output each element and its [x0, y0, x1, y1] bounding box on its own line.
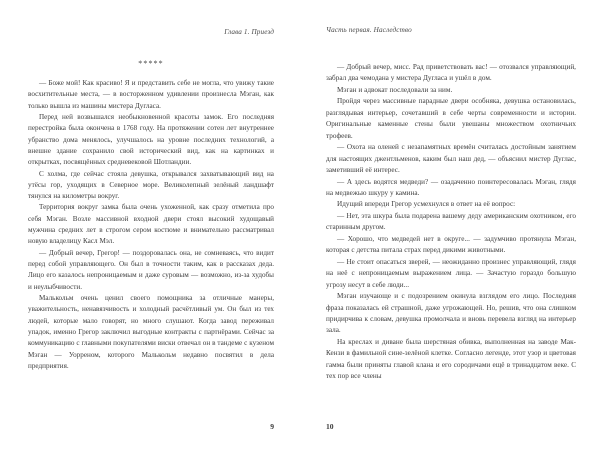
paragraph: Малькольм очень ценил своего помощника за отличные манеры, уважительность, ненавязчивость и холодный расчётливый ум. Он был из тех людей, которые мало говорят, но много слушают. Когда завод переживал упадок, именно Грегор заключил выгодные контракты с партнёрами. Сейчас за коммуникацию с главными покупателями виски отвечал он в тандеме с кузеном Мэган — Уорреном, которого Малькольм недавно посвятил в дела предприятия. [28, 293, 274, 370]
left-page-running-head: Глава 1. Приезд [224, 28, 274, 36]
paragraph: — Не стоит опасаться зверей, — неожиданно произнес управляющий, глядя на неё с непроницаемым выражением лица. — Зачастую гораздо большую угрозу несут в себе люди... [326, 257, 576, 289]
paragraph: Мэган изучающе и с подозрением окинула взглядом его лицо. Последняя фраза показалась ей страшной, даже угрожающей. Но, решив, что она слишком придирчива к словам, девушка промолчала и вновь перевела взгляд на интерьер зала. [326, 292, 576, 335]
paragraph: — А здесь водятся медведи? — озадаченно поинтересовалась Мэган, глядя на медвежью шкуру у камина. [326, 177, 576, 197]
paragraph: Идущий впереди Грегор усмехнулся в ответ на её вопрос: [337, 200, 516, 209]
right-page-running-head: Часть первая. Наследство [326, 26, 412, 34]
paragraph: — Добрый вечер, мисс. Рад приветствовать вас! — отозвался управляющий, забрал два чемодана у мистера Дугласа и ушёл в дом. [326, 63, 576, 83]
paragraph: — Нет, эта шкура была подарена вашему деду американским охотником, его старинным другом. [326, 211, 576, 232]
paragraph: Территория вокруг замка была очень ухоженной, как сразу отметила про себя Мэган. Возле массивной входной двери стоял высокий худощавый мужчина средних лет в строгом сером костюме и внимательно рассматривал новую владелицу Касл Мэл. [28, 203, 274, 246]
paragraph: — Хорошо, что медведей нет в округе... — задумчиво протянула Мэган, которая с детства питала страх перед дикими животными. [326, 234, 576, 255]
paragraph: Перед ней возвышался необыкновенной красоты замок. Его последняя перестройка была окончена в 1768 году. На протяжении сотен лет внутреннее убранство дома менялось, улучшалось на уровне последних технологий, а внешне здание сохранило свой исторический вид, как на картинках и открытках, посвящённых средневековой Шотландии. [28, 112, 274, 167]
left-page-body [28, 78, 274, 372]
paragraph: Пройдя через массивные парадные двери особняка, девушка остановилась, разглядывая интерьер, сочетавший в себе черты современности и истории. Оригинальные каменные стены были увешаны множеством охотничьих трофеев. [326, 97, 576, 140]
paragraph: — Добрый вечер, Грегор! — поздоровалась она, не сомневаясь, что видит перед собой управляющего. Он был в точности таким, как в рассказах деда. Лицо его казалось непроницаемым и даже суровым — возможно, из-за худобы и неулыбчивости. [28, 248, 274, 291]
paragraph: — Охота на оленей с незапамятных времён считалась достойным занятием для настоящих джентльменов, каким был наш дед, — объяснил мистер Дуглас, заметивший её интерес. [326, 143, 576, 175]
right-page [300, 0, 600, 466]
right-page-body [326, 62, 576, 383]
paragraph: Мэган и адвокат последовали за ним. [337, 85, 453, 94]
right-page-number: 10 [326, 422, 334, 431]
paragraph: — Боже мой! Как красиво! Я и представить себе не могла, что увижу такие восхитительные места, — в восторженном удивлении произнесла Мэган, как только вышла из машины мистера Дугласа. [28, 79, 274, 110]
paragraph: С холма, где сейчас стояла девушка, открывался захватывающий вид на утёсы гор, уходящих в Северное море. Великолепный зелёный ландшафт тянулся на километры вокруг. [28, 169, 274, 201]
left-page-number: 9 [270, 422, 274, 431]
paragraph: На креслах и диване была шерстяная обивка, выполненная на заводе Мак-Кензи в фамильной сине-зелёной клетке. Согласно легенде, этот узор и цветовая гамма были приняты главой клана и его сородичами ещё в тринадцатом веке. С тех пор все члены [326, 337, 576, 381]
section-separator: ***** [138, 59, 164, 68]
